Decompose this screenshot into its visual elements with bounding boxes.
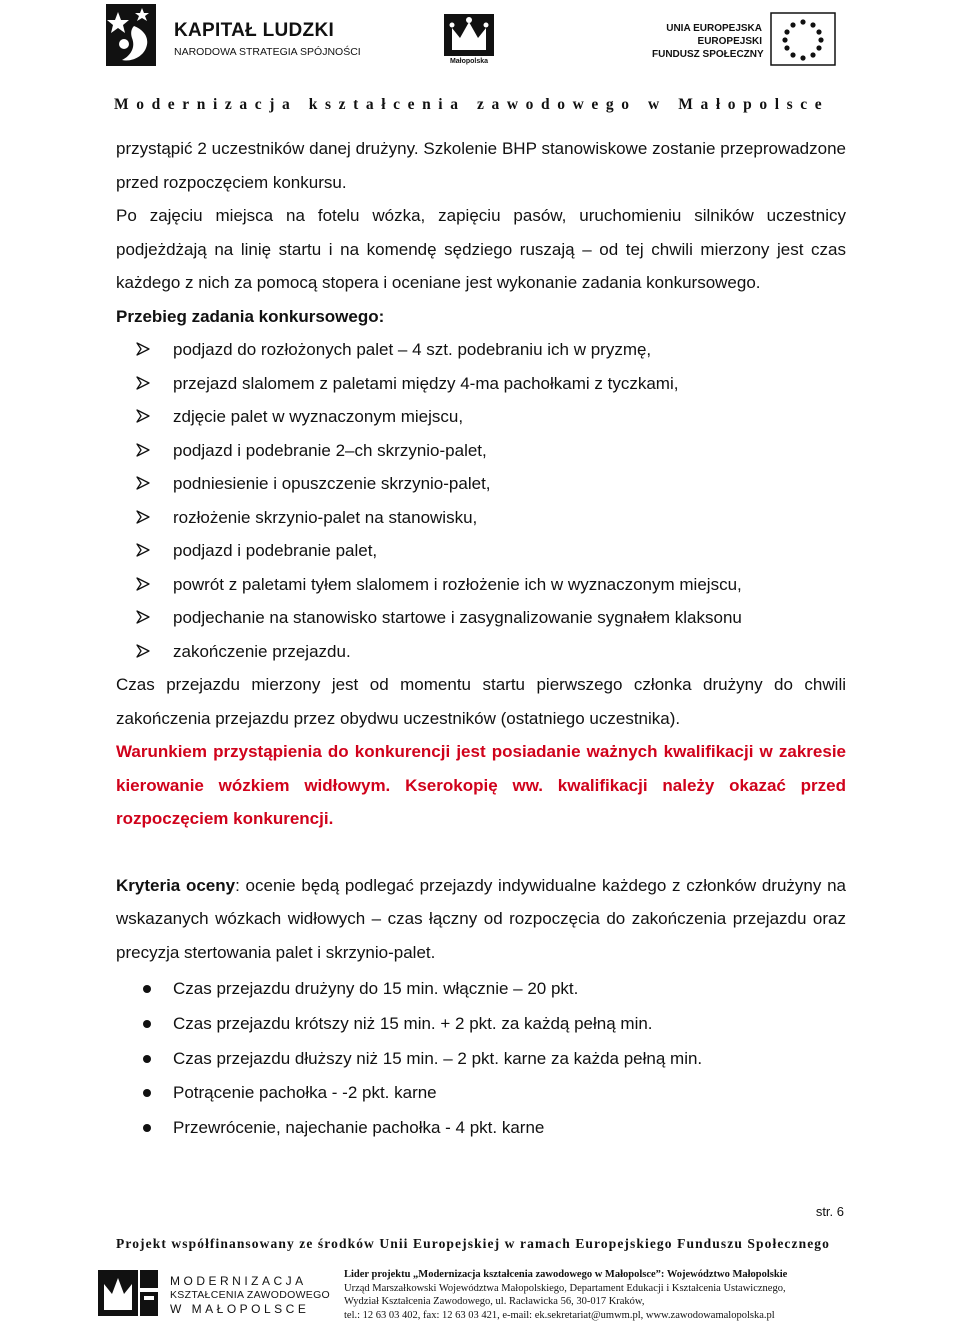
arrow-bullet-icon [136,610,150,624]
step-text: rozłożenie skrzynio-palet na stanowisku, [173,507,478,527]
office-name: Urząd Marszałkowski Województwa Małopolskiego, Departament Edukacji i Kształcenia Ustawicznego, [344,1282,786,1294]
list-item [116,972,846,1007]
arrow-bullet-icon [136,543,150,557]
contact-details: tel.: 12 63 03 402, fax: 12 63 03 421, e-mail: ek.sekretariat@umwm.pl, www.zawodowamalopolska.pl [344,1309,775,1321]
list-item [116,467,846,501]
spacer [116,836,846,869]
bullet-dot-icon [143,1055,151,1063]
scoring-list [116,972,846,1146]
kapital-ludzki-subtitle: NARODOWA STRATEGIA SPÓJNOŚCI [174,46,361,58]
modernizacja-logo [96,1264,336,1322]
ue-line-2: EUROPEJSKI [697,36,762,47]
qualification-warning: Warunkiem przystąpienia do konkurencji jest posiadanie ważnych kwalifikacji w zakresie kierowanie wózkiem widłowym. Kserokopię ww. kwalifikacji należy okazać przed rozpoczęciem konkurencji. [116,742,846,828]
page-header [0,0,960,118]
malopolska-emblem-icon [440,12,498,58]
list-item [116,1007,846,1042]
list-item [116,635,846,669]
scoring-text: Potrącenie pachołka - -2 pkt. karne [173,1083,437,1103]
modernizacja-region: W MAŁOPOLSCE [170,1302,310,1316]
ue-line-3: FUNDUSZ SPOŁECZNY [652,49,764,60]
arrow-bullet-icon [136,409,150,423]
step-text: przejazd slalomem z paletami między 4-ma pachołkami z tyczkami, [173,373,679,393]
bullet-dot-icon [143,1089,151,1097]
bullet-dot-icon [143,1020,151,1028]
scoring-text: Przewrócenie, najechanie pachołka - 4 pkt. karne [173,1118,545,1138]
list-item [116,367,846,401]
malopolska-logo [440,12,498,68]
arrow-bullet-icon [136,510,150,524]
paragraph-procedure: Po zajęciu miejsca na fotelu wózka, zapięciu pasów, uruchomieniu silników uczestnicy podjeżdżają na linię startu i na komendę sędziego ruszają – od tej chwili mierzony jest czas każdego z nich za pomocą stopera i oceniane jest wykonanie zadania konkursowego. [116,206,846,292]
step-text: podjazd i podebranie palet, [173,541,378,560]
kapital-ludzki-emblem-icon [104,2,164,72]
contact-block [344,1268,844,1322]
paragraph-intro: przystąpić 2 uczestników danej drużyny. Szkolenie BHP stanowiskowe zostanie przeprowadzone przed rozpoczęciem konkursu. [116,139,846,192]
list-item [116,434,846,468]
list-item [116,534,846,568]
criteria-label: Kryteria oceny [116,875,236,895]
paragraph-timing: Czas przejazdu mierzony jest od momentu startu pierwszego członka drużyny do chwili zakończenia przejazdu przez obydwu uczestników (ostatniego uczestnika). [116,675,846,728]
arrow-bullet-icon [136,342,150,356]
list-item [116,333,846,367]
arrow-bullet-icon [136,476,150,490]
modernizacja-title: MODERNIZACJA [170,1274,307,1288]
cofinancing-note: Projekt współfinansowany ze środków Unii Europejskiej w ramach Europejskiego Funduszu Społecznego [116,1236,831,1251]
eu-flag-icon [770,12,836,66]
list-item [116,1111,846,1146]
bullet-dot-icon [143,985,151,993]
malopolska-label: Małopolska [449,58,489,65]
step-text: podjechanie na stanowisko startowe i zasygnalizowanie sygnałem klaksonu [173,608,742,627]
criteria-paragraph [116,869,846,970]
step-text: zakończenie przejazdu. [173,641,351,661]
list-item [116,1042,846,1077]
ue-text-block [652,22,762,61]
task-heading: Przebieg zadania konkursowego: [116,306,385,326]
main-content [116,132,846,1146]
list-item [116,568,846,602]
page-number: str. 6 [815,1204,844,1219]
arrow-bullet-icon [136,443,150,457]
step-text: podjazd i podebranie 2–ch skrzynio-palet, [173,440,487,460]
office-address: Wydział Kształcenia Zawodowego, ul. Racławicka 56, 30-017 Kraków, [344,1296,645,1307]
ue-line-1: UNIA EUROPEJSKA [666,23,762,34]
arrow-bullet-icon [136,577,150,591]
list-item [116,400,846,434]
project-leader: Lider projektu „Modernizacja kształcenia zawodowego w Małopolsce”: Województwo Małopolskie [344,1269,788,1280]
modernizacja-emblem-icon [96,1264,162,1320]
scoring-text: Czas przejazdu drużyny do 15 min. włącznie – 20 pkt. [173,979,579,998]
task-steps-list [116,333,846,668]
criteria-text: : ocenie będą podlegać przejazdy indywidualne każdego z członków drużyny na wskazanych wózkach widłowych – czas łączny od rozpoczęcia do zakończenia przejazdu oraz precyzja stertowania palet i skrzynio-palet. [116,875,846,962]
bullet-dot-icon [143,1124,151,1132]
header-tagline: Modernizacja kształcenia zawodowego w Małopolsce [114,96,830,113]
list-item [116,601,846,635]
list-item [116,501,846,535]
step-text: zdjęcie palet w wyznaczonym miejscu, [173,407,464,426]
list-item [116,1076,846,1111]
kapital-ludzki-logo [104,2,361,72]
step-text: podniesienie i opuszczenie skrzynio-palet, [173,474,491,493]
scoring-text: Czas przejazdu dłuższy niż 15 min. – 2 pkt. karne za każda pełną min. [173,1048,703,1068]
kapital-ludzki-title: KAPITAŁ LUDZKI [174,20,335,41]
step-text: powrót z paletami tyłem slalomem i rozłożenie ich w wyznaczonym miejscu, [173,574,742,594]
arrow-bullet-icon [136,376,150,390]
modernizacja-subtitle: KSZTAŁCENIA ZAWODOWEGO [170,1289,331,1301]
step-text: podjazd do rozłożonych palet – 4 szt. podebraniu ich w pryzmę, [173,340,652,359]
scoring-text: Czas przejazdu krótszy niż 15 min. + 2 pkt. za każdą pełną min. [173,1013,653,1033]
arrow-bullet-icon [136,644,150,658]
